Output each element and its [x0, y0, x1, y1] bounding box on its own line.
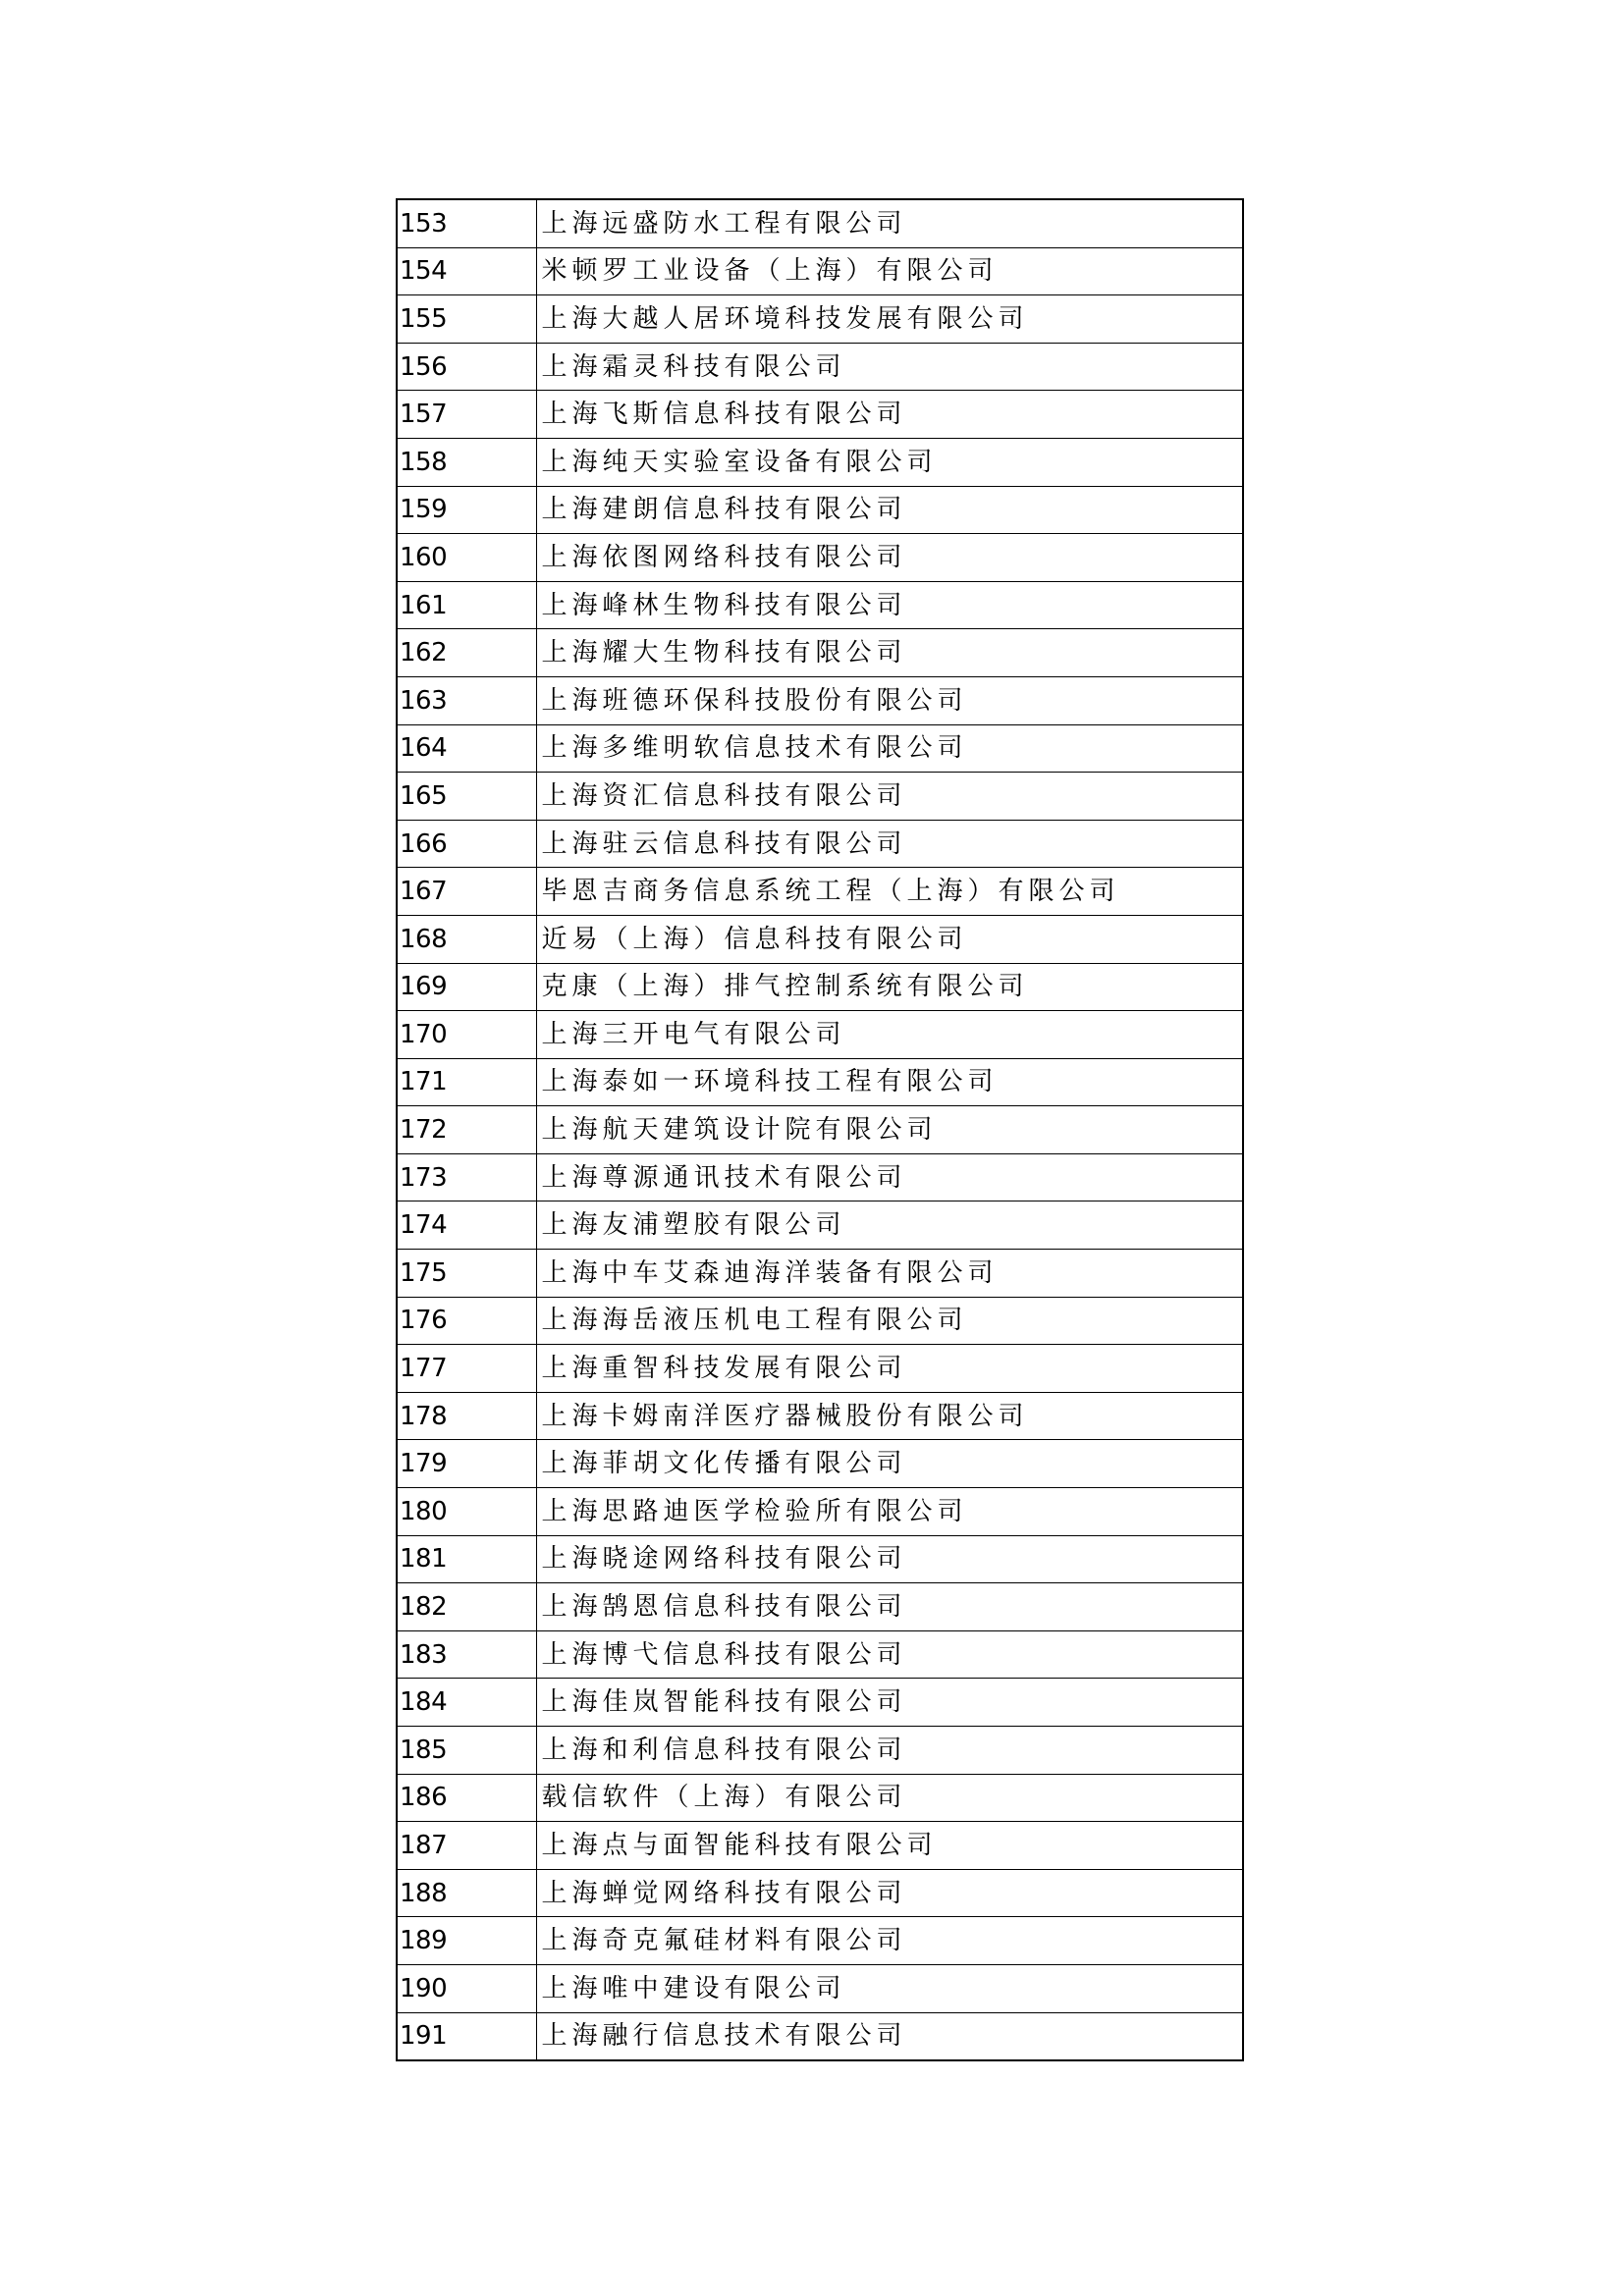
table-row — [397, 581, 1243, 629]
table-row — [397, 868, 1243, 916]
row-number-cell: 174 — [397, 1201, 536, 1250]
company-name-cell: 上海重智科技发展有限公司 — [536, 1345, 1243, 1393]
company-name-cell: 上海和利信息科技有限公司 — [536, 1727, 1243, 1775]
table-row — [397, 1201, 1243, 1250]
company-name-cell: 上海建朗信息科技有限公司 — [536, 486, 1243, 534]
table-body — [397, 199, 1243, 2060]
row-number-cell: 173 — [397, 1153, 536, 1201]
row-number-cell: 165 — [397, 773, 536, 821]
row-number-cell: 157 — [397, 391, 536, 439]
row-number-cell: 185 — [397, 1727, 536, 1775]
table-row — [397, 1822, 1243, 1870]
table-row — [397, 1535, 1243, 1583]
table-row — [397, 1297, 1243, 1345]
company-list-table — [396, 198, 1244, 2061]
row-number-cell: 175 — [397, 1250, 536, 1298]
table-row — [397, 629, 1243, 677]
table-row — [397, 343, 1243, 391]
company-name-cell: 上海峰林生物科技有限公司 — [536, 581, 1243, 629]
company-name-cell: 上海鹄恩信息科技有限公司 — [536, 1583, 1243, 1631]
table-row — [397, 1011, 1243, 1059]
row-number-cell: 189 — [397, 1917, 536, 1965]
table-row — [397, 1869, 1243, 1917]
row-number-cell: 190 — [397, 1964, 536, 2012]
table-row — [397, 1106, 1243, 1154]
table-row — [397, 915, 1243, 963]
row-number-cell: 167 — [397, 868, 536, 916]
table-row — [397, 963, 1243, 1011]
company-name-cell: 上海点与面智能科技有限公司 — [536, 1822, 1243, 1870]
table-row — [397, 1440, 1243, 1488]
row-number-cell: 154 — [397, 247, 536, 295]
company-name-cell: 上海佳岚智能科技有限公司 — [536, 1679, 1243, 1727]
company-name-cell: 上海泰如一环境科技工程有限公司 — [536, 1058, 1243, 1106]
company-name-cell: 克康（上海）排气控制系统有限公司 — [536, 963, 1243, 1011]
row-number-cell: 187 — [397, 1822, 536, 1870]
table-row — [397, 1583, 1243, 1631]
company-name-cell: 上海奇克氟硅材料有限公司 — [536, 1917, 1243, 1965]
company-name-cell: 近易（上海）信息科技有限公司 — [536, 915, 1243, 963]
row-number-cell: 161 — [397, 581, 536, 629]
row-number-cell: 182 — [397, 1583, 536, 1631]
row-number-cell: 158 — [397, 438, 536, 486]
company-name-cell: 上海航天建筑设计院有限公司 — [536, 1106, 1243, 1154]
table-row — [397, 486, 1243, 534]
table-row — [397, 1917, 1243, 1965]
table-row — [397, 438, 1243, 486]
company-name-cell: 上海纯天实验室设备有限公司 — [536, 438, 1243, 486]
table-row — [397, 391, 1243, 439]
company-name-cell: 上海霜灵科技有限公司 — [536, 343, 1243, 391]
company-name-cell: 上海卡姆南洋医疗器械股份有限公司 — [536, 1392, 1243, 1440]
row-number-cell: 168 — [397, 915, 536, 963]
company-name-cell: 上海耀大生物科技有限公司 — [536, 629, 1243, 677]
row-number-cell: 179 — [397, 1440, 536, 1488]
row-number-cell: 156 — [397, 343, 536, 391]
row-number-cell: 160 — [397, 534, 536, 582]
company-name-cell: 载信软件（上海）有限公司 — [536, 1774, 1243, 1822]
table-row — [397, 1250, 1243, 1298]
row-number-cell: 177 — [397, 1345, 536, 1393]
table-row — [397, 1727, 1243, 1775]
row-number-cell: 183 — [397, 1630, 536, 1679]
row-number-cell: 166 — [397, 820, 536, 868]
row-number-cell: 180 — [397, 1488, 536, 1536]
company-name-cell: 上海蝉觉网络科技有限公司 — [536, 1869, 1243, 1917]
table-row — [397, 1679, 1243, 1727]
table-row — [397, 1345, 1243, 1393]
row-number-cell: 172 — [397, 1106, 536, 1154]
table-row — [397, 1058, 1243, 1106]
company-name-cell: 上海友浦塑胶有限公司 — [536, 1201, 1243, 1250]
company-name-cell: 上海晓途网络科技有限公司 — [536, 1535, 1243, 1583]
company-name-cell: 上海海岳液压机电工程有限公司 — [536, 1297, 1243, 1345]
row-number-cell: 170 — [397, 1011, 536, 1059]
company-name-cell: 上海中车艾森迪海洋装备有限公司 — [536, 1250, 1243, 1298]
company-name-cell: 上海多维明软信息技术有限公司 — [536, 724, 1243, 773]
row-number-cell: 184 — [397, 1679, 536, 1727]
company-name-cell: 上海驻云信息科技有限公司 — [536, 820, 1243, 868]
company-name-cell: 上海三开电气有限公司 — [536, 1011, 1243, 1059]
table-row — [397, 1774, 1243, 1822]
company-name-cell: 上海融行信息技术有限公司 — [536, 2012, 1243, 2060]
company-name-cell: 上海资汇信息科技有限公司 — [536, 773, 1243, 821]
table-row — [397, 773, 1243, 821]
table-row — [397, 724, 1243, 773]
row-number-cell: 163 — [397, 676, 536, 724]
row-number-cell: 153 — [397, 199, 536, 247]
company-name-cell: 上海思路迪医学检验所有限公司 — [536, 1488, 1243, 1536]
company-name-cell: 上海菲胡文化传播有限公司 — [536, 1440, 1243, 1488]
row-number-cell: 191 — [397, 2012, 536, 2060]
row-number-cell: 164 — [397, 724, 536, 773]
table-row — [397, 1153, 1243, 1201]
row-number-cell: 178 — [397, 1392, 536, 1440]
table-row — [397, 1630, 1243, 1679]
company-name-cell: 米顿罗工业设备（上海）有限公司 — [536, 247, 1243, 295]
table-row — [397, 2012, 1243, 2060]
table-row — [397, 534, 1243, 582]
table-row — [397, 820, 1243, 868]
row-number-cell: 188 — [397, 1869, 536, 1917]
table-row — [397, 1488, 1243, 1536]
table-row — [397, 1964, 1243, 2012]
company-name-cell: 上海班德环保科技股份有限公司 — [536, 676, 1243, 724]
row-number-cell: 155 — [397, 295, 536, 344]
company-name-cell: 上海唯中建设有限公司 — [536, 1964, 1243, 2012]
row-number-cell: 162 — [397, 629, 536, 677]
company-name-cell: 上海博弋信息科技有限公司 — [536, 1630, 1243, 1679]
row-number-cell: 159 — [397, 486, 536, 534]
company-name-cell: 上海尊源通讯技术有限公司 — [536, 1153, 1243, 1201]
row-number-cell: 176 — [397, 1297, 536, 1345]
table-row — [397, 1392, 1243, 1440]
row-number-cell: 181 — [397, 1535, 536, 1583]
company-name-cell: 上海大越人居环境科技发展有限公司 — [536, 295, 1243, 344]
table-row — [397, 676, 1243, 724]
company-name-cell: 毕恩吉商务信息系统工程（上海）有限公司 — [536, 868, 1243, 916]
row-number-cell: 169 — [397, 963, 536, 1011]
company-name-cell: 上海远盛防水工程有限公司 — [536, 199, 1243, 247]
company-name-cell: 上海依图网络科技有限公司 — [536, 534, 1243, 582]
row-number-cell: 186 — [397, 1774, 536, 1822]
company-name-cell: 上海飞斯信息科技有限公司 — [536, 391, 1243, 439]
row-number-cell: 171 — [397, 1058, 536, 1106]
table-row — [397, 247, 1243, 295]
table-row — [397, 295, 1243, 344]
table-row — [397, 199, 1243, 247]
